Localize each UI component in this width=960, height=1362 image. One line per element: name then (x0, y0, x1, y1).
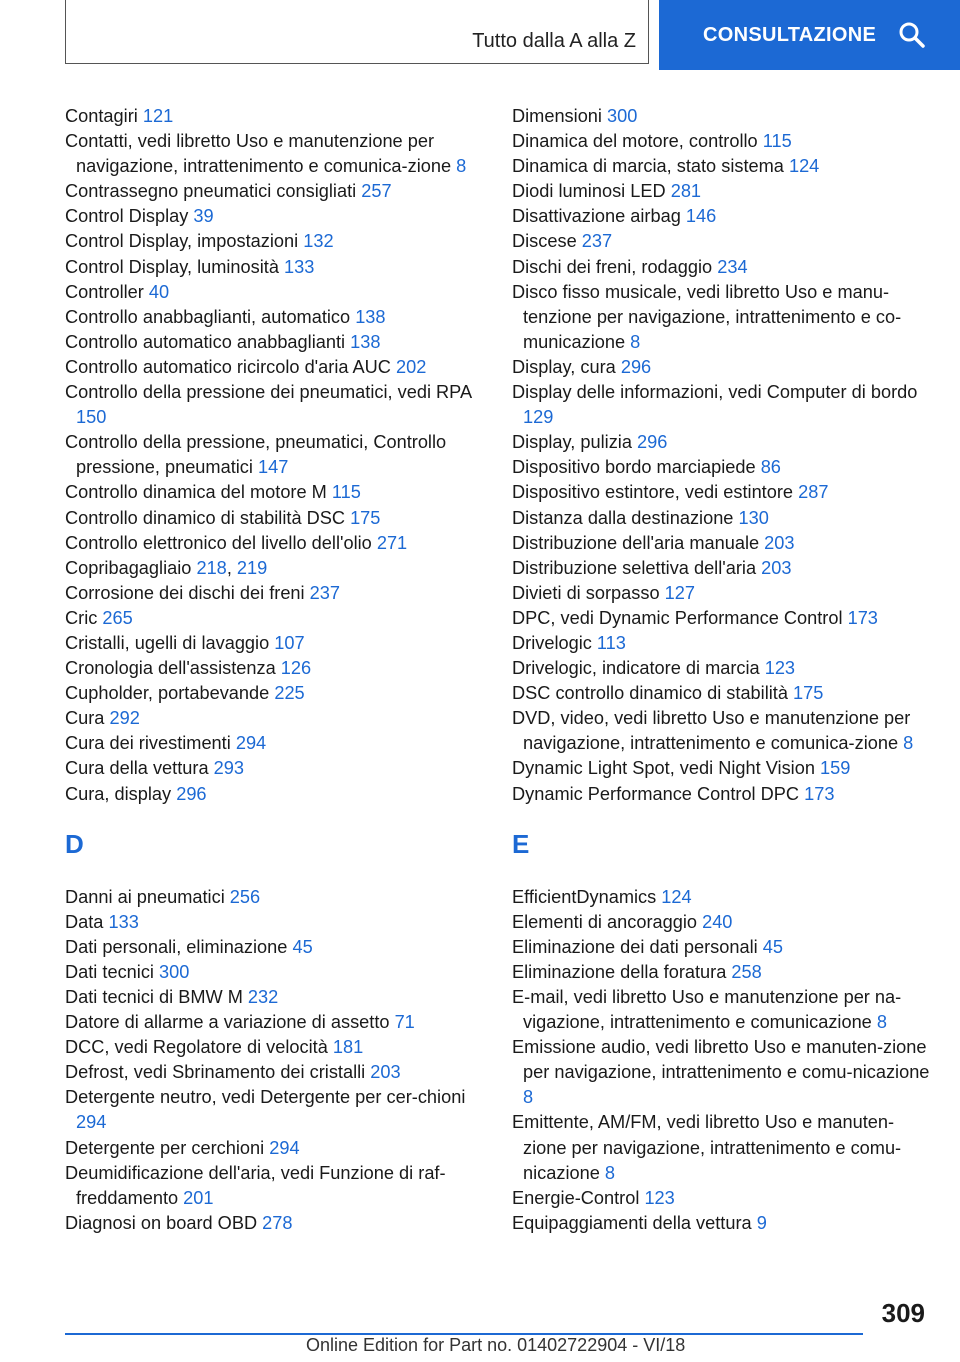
entry-term: Dinamica di marcia, stato sistema (512, 156, 789, 177)
letter-heading-e: E (512, 828, 530, 859)
entry-term: Disco fisso musicale, vedi libretto Uso e manu-tenzione per navigazione, intrattenimento e co-municazione (512, 281, 902, 352)
page-link[interactable]: 115 (331, 482, 361, 503)
index-entry (512, 480, 937, 505)
entry-term: Dispositivo bordo marciapiede (512, 457, 761, 478)
entry-term: Defrost, vedi Sbrinamento dei cristalli (65, 1062, 371, 1083)
entry-term: Eliminazione della foratura (512, 961, 732, 982)
index-entry (512, 910, 937, 935)
entry-term: Energie-Control (512, 1187, 645, 1208)
entry-term: Cura dei rivestimenti (65, 733, 236, 754)
entry-term: Control Display, luminosità (65, 256, 285, 277)
index-entry (512, 204, 937, 229)
index-entry (65, 910, 485, 935)
page-link[interactable]: 293 (213, 758, 244, 779)
index-entry (65, 731, 485, 756)
index-entry (512, 455, 937, 480)
entry-term: Deumidificazione dell'aria, vedi Funzione di raf-freddamento (65, 1162, 446, 1208)
page-link[interactable]: 201 (183, 1187, 214, 1208)
page-link[interactable]: 45 (292, 936, 313, 957)
index-entry (65, 305, 485, 330)
page-link[interactable]: 292 (109, 708, 140, 729)
entry-term: Dimensioni (512, 106, 608, 126)
page-link[interactable]: 8 (903, 733, 914, 754)
entry-term: DSC controllo dinamico di stabilità (512, 683, 794, 704)
entry-term: Controllo dinamico di stabilità DSC (65, 507, 351, 528)
page-link[interactable]: 203 (761, 557, 792, 578)
page-link[interactable]: 8 (604, 1162, 616, 1183)
page-link[interactable]: 234 (717, 256, 748, 277)
index-entry (512, 229, 937, 254)
index-entry (65, 985, 485, 1010)
page-link[interactable]: 124 (788, 156, 820, 177)
index-entry (512, 985, 937, 1035)
index-entry (512, 531, 937, 556)
index-entry (65, 330, 485, 355)
entry-term: E-mail, vedi libretto Uso e manutenzione per na-vigazione, intrattenimento e comunicazione (512, 987, 902, 1033)
page-link[interactable]: 146 (685, 206, 717, 227)
entry-term: Corrosione dei dischi dei freni (65, 582, 310, 603)
entry-term: Display delle informazioni, vedi Computer di bordo (512, 382, 918, 403)
footer-edition: Online Edition for Part no. 01402722904 - VI/18 (306, 1335, 686, 1355)
index-entry (65, 280, 485, 305)
index-entry (512, 506, 937, 531)
index-entry (512, 1211, 937, 1236)
page-link[interactable]: 132 (303, 231, 334, 252)
page-link[interactable]: 115 (762, 131, 792, 152)
entry-term: Eliminazione dei dati personali (512, 936, 763, 957)
page-link[interactable]: 294 (235, 733, 267, 754)
page-link[interactable]: 202 (395, 356, 427, 377)
page-link[interactable]: 225 (274, 683, 305, 704)
index-entry (65, 1136, 485, 1161)
index-entry (512, 681, 937, 706)
index-entry (65, 1060, 485, 1085)
page-link[interactable]: 121 (142, 106, 174, 126)
entry-term: Dati tecnici (65, 961, 160, 982)
entry-term: Cura (65, 708, 110, 729)
page-link[interactable]: 173 (804, 783, 835, 804)
index-entry (512, 1110, 937, 1185)
consult-button[interactable] (659, 0, 960, 70)
index-entry (512, 430, 937, 455)
index-entry (65, 1211, 485, 1236)
consult-label: CONSULTAZIONE (703, 23, 877, 46)
entry-term: Control Display, impostazioni (65, 231, 304, 252)
page-link[interactable]: 86 (760, 457, 781, 478)
page-link[interactable]: 265 (102, 607, 133, 628)
section-tab[interactable] (65, 0, 649, 64)
index-entry (65, 179, 485, 204)
index-entry (65, 1085, 485, 1135)
entry-term: Distribuzione selettiva dell'aria (512, 557, 762, 578)
page-link[interactable]: 300 (607, 106, 638, 126)
index-entry (65, 706, 485, 731)
index-entry (512, 706, 937, 756)
index-entry (65, 229, 485, 254)
page-link[interactable]: 107 (274, 632, 305, 653)
index-entry (65, 355, 485, 380)
page-link[interactable]: 8 (456, 156, 467, 177)
entry-term: Contrassegno pneumatici consigliati (65, 181, 362, 202)
page-link[interactable]: 147 (257, 457, 289, 478)
page-link[interactable]: 294 (269, 1137, 300, 1158)
page-number: 309 (881, 1298, 925, 1328)
index-entry (512, 756, 937, 781)
index-entry (512, 631, 937, 656)
entry-term: Drivelogic, indicatore di marcia (512, 658, 765, 679)
search-icon (898, 21, 926, 49)
page-link[interactable]: 296 (620, 356, 652, 377)
index-entry (512, 885, 937, 910)
index-entry (512, 960, 937, 985)
page-link[interactable]: 133 (284, 256, 315, 277)
page-link[interactable]: 123 (764, 658, 796, 679)
page-link[interactable]: 203 (370, 1062, 401, 1083)
index-entry (65, 656, 485, 681)
index-entry (512, 129, 937, 154)
index-entry (65, 782, 485, 807)
page-link[interactable]: 203 (764, 532, 795, 553)
index-entry (512, 355, 937, 380)
page-link[interactable]: 240 (702, 911, 733, 932)
entry-term: Drivelogic (512, 632, 597, 653)
page-link[interactable]: 71 (394, 1012, 415, 1033)
index-entry: Copribagagliaio 218, 219 (65, 557, 268, 578)
page-link[interactable]: 175 (350, 507, 381, 528)
index-entry (65, 681, 485, 706)
entry-term: Dati personali, eliminazione (65, 936, 293, 957)
page-link[interactable]: 278 (262, 1212, 293, 1233)
page-link[interactable]: 8 (523, 1087, 534, 1108)
entry-term: Emissione audio, vedi libretto Uso e manuten-zione per navigazione, intrattenimento e comu-nicazione (512, 1037, 930, 1083)
entry-term: Dinamica del motore, controllo (512, 131, 763, 152)
page-link[interactable]: 123 (644, 1187, 675, 1208)
page-link[interactable]: 129 (523, 407, 554, 428)
entry-term: Data (65, 911, 109, 932)
page-link[interactable]: 296 (637, 432, 668, 453)
index-entry (65, 1161, 485, 1211)
entry-term: Cristalli, ugelli di lavaggio (65, 632, 275, 653)
index-entry (512, 656, 937, 681)
entry-term: Disattivazione airbag (512, 206, 686, 227)
entry-term: DPC, vedi Dynamic Performance Control (512, 607, 848, 628)
entry-term: Distanza dalla destinazione (512, 507, 739, 528)
page-link[interactable]: 271 (376, 532, 408, 553)
page-link[interactable]: 237 (581, 231, 613, 252)
page-link[interactable]: 40 (148, 281, 170, 302)
entry-term: Distribuzione dell'aria manuale (512, 532, 765, 553)
index-entry (512, 280, 937, 355)
page-link[interactable]: 138 (350, 331, 381, 352)
index-entry (65, 756, 485, 781)
entry-term: Datore di allarme a variazione di assetto (65, 1012, 395, 1033)
index-entry (512, 581, 937, 606)
index-entry (65, 885, 485, 910)
entry-term: Dynamic Light Spot, vedi Night Vision (512, 758, 820, 779)
entry-term: Controllo automatico ricircolo d'aria AUC (65, 356, 396, 377)
index-entry (512, 1035, 937, 1110)
page-link[interactable]: 257 (361, 181, 392, 202)
index-column-left (65, 104, 485, 1236)
page-link[interactable]: 8 (630, 331, 641, 352)
entry-term: Controllo automatico anabbaglianti (65, 331, 351, 352)
index-entry (65, 1035, 485, 1060)
section-title: Tutto dalla A alla Z (472, 30, 636, 52)
entry-term: Diagnosi on board OBD (65, 1212, 263, 1233)
entry-term: Divieti di sorpasso (512, 582, 665, 603)
index-entry (512, 179, 937, 204)
page-link[interactable]: 287 (798, 482, 829, 503)
entry-term: DVD, video, vedi libretto Uso e manutenzione per navigazione, intrattenimento e comunica-zione (512, 708, 911, 754)
index-entry (512, 255, 937, 280)
page-link[interactable]: 150 (76, 407, 107, 428)
page-link[interactable]: 127 (664, 582, 695, 603)
entry-term: Cronologia dell'assistenza (65, 658, 281, 679)
index-entry (512, 606, 937, 631)
entry-term: Dispositivo estintore, vedi estintore (512, 482, 799, 503)
entry-term: Controllo anabbaglianti, automatico (65, 306, 356, 327)
page-link[interactable]: 45 (762, 936, 783, 957)
page-link[interactable]: 181 (332, 1037, 364, 1058)
page-link[interactable]: 281 (670, 181, 702, 202)
entry-term: Detergente neutro, vedi Detergente per cer-chioni (65, 1087, 466, 1108)
index-entry (65, 935, 485, 960)
entry-term: Controllo dinamica del motore M (65, 482, 332, 503)
entry-term: Copribagagliaio (65, 557, 197, 578)
entry-term: Contagiri (65, 106, 143, 126)
page-link[interactable]: 133 (108, 911, 139, 932)
index-entry (65, 1010, 485, 1035)
page-link[interactable]: 256 (229, 886, 261, 907)
entry-term: Dischi dei freni, rodaggio (512, 256, 718, 277)
page-link[interactable]: 232 (247, 987, 279, 1007)
page-link[interactable]: 258 (731, 961, 762, 982)
index-entry (512, 556, 937, 581)
index-entry (65, 104, 485, 129)
entry-term: Contatti, vedi libretto Uso e manutenzione per navigazione, intrattenimento e comunica-zione (65, 131, 457, 177)
index-entry (512, 380, 937, 430)
page-link[interactable]: 113 (596, 632, 626, 653)
page-link[interactable]: 159 (820, 758, 851, 779)
page-link[interactable]: 8 (876, 1012, 887, 1033)
entry-term: Danni ai pneumatici (65, 886, 230, 907)
index-entry (512, 154, 937, 179)
page-link[interactable]: 173 (847, 607, 878, 628)
page-link[interactable]: 237 (309, 582, 341, 603)
index-entry (65, 129, 485, 179)
index-entry (65, 380, 485, 430)
entry-term: Cric (65, 607, 103, 628)
page-link[interactable]: 175 (793, 683, 824, 704)
entry-term: Controller (65, 281, 149, 302)
index-entry (65, 480, 485, 505)
entry-term: EfficientDynamics (512, 886, 662, 907)
page-link[interactable]: 9 (756, 1212, 767, 1233)
page-link[interactable]: 296 (176, 783, 207, 804)
page-link[interactable]: 126 (280, 658, 312, 679)
page-link[interactable]: 218 (196, 557, 227, 578)
entry-term: Controllo della pressione dei pneumatici, vedi RPA (65, 382, 472, 403)
page-link[interactable]: 219 (236, 557, 268, 578)
index-entry (65, 960, 485, 985)
entry-term: Dynamic Performance Control DPC (512, 783, 805, 804)
page-link[interactable]: 124 (661, 886, 692, 907)
entry-term: Display, cura (512, 356, 621, 377)
entry-term: Elementi di ancoraggio (512, 911, 703, 932)
entry-term: Cura della vettura (65, 758, 214, 779)
letter-heading-d: D (65, 828, 84, 859)
page-link[interactable]: 130 (738, 507, 769, 528)
index-entry (512, 104, 937, 129)
index-entry (512, 935, 937, 960)
entry-term: Control Display (65, 206, 194, 227)
page-link[interactable]: 39 (193, 206, 214, 227)
entry-term: Controllo della pressione, pneumatici, Controllo pressione, pneumatici (65, 432, 447, 478)
entry-term: Diodi luminosi LED (512, 181, 671, 202)
entry-term: Emittente, AM/FM, vedi libretto Uso e manuten-zione per navigazione, intrattenimento e comu-nicazione (512, 1112, 902, 1183)
entry-term: Controllo elettronico del livello dell'olio (65, 532, 377, 553)
index-entry (65, 430, 485, 480)
page-link[interactable]: 138 (355, 306, 386, 327)
index-entry (512, 1186, 937, 1211)
index-entry (65, 531, 485, 556)
index-entry (65, 204, 485, 229)
index-entry (65, 631, 485, 656)
entry-term: Dati tecnici di BMW M (65, 987, 248, 1007)
entry-term: Cura, display (65, 783, 177, 804)
index-entry (65, 506, 485, 531)
entry-term: Detergente per cerchioni (65, 1137, 270, 1158)
index-entry (512, 782, 937, 807)
entry-term: Display, pulizia (512, 432, 638, 453)
index-entry (65, 581, 485, 606)
entry-term: Equipaggiamenti della vettura (512, 1212, 757, 1233)
entry-term: Cupholder, portabevande (65, 683, 275, 704)
index-entry (65, 255, 485, 280)
entry-term: DCC, vedi Regolatore di velocità (65, 1037, 333, 1058)
index-entry (65, 606, 485, 631)
entry-term: Discese (512, 231, 582, 252)
index-column-right (512, 104, 937, 1236)
page-link[interactable]: 294 (76, 1112, 107, 1133)
page-link[interactable]: 300 (159, 961, 190, 982)
